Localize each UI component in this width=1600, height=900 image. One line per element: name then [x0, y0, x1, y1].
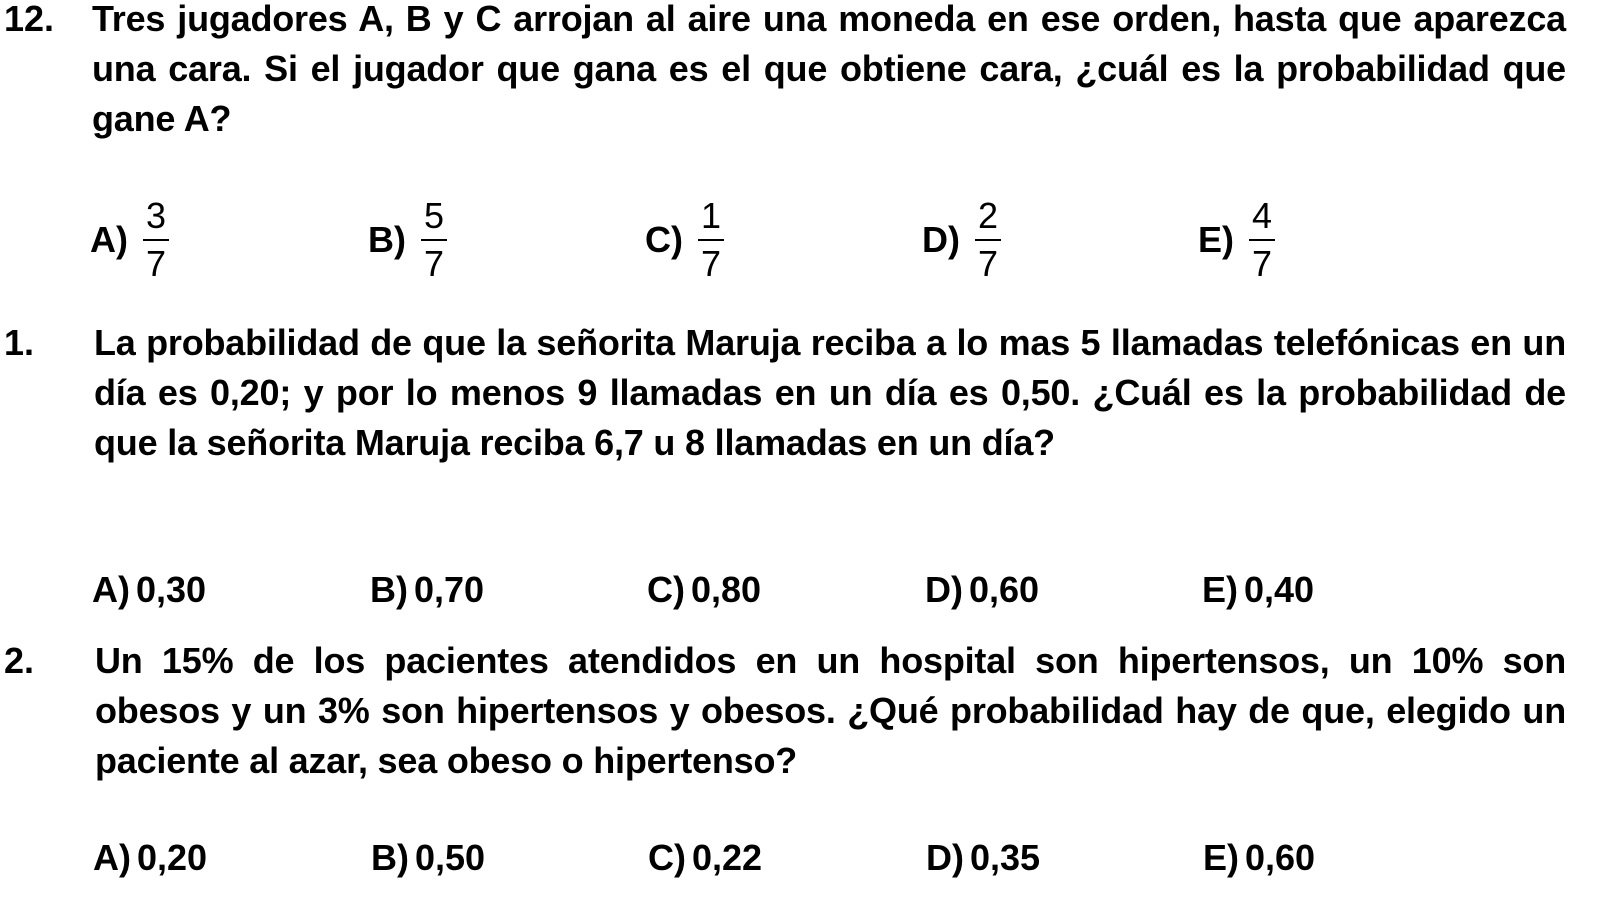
fraction-denominator: 7	[146, 243, 167, 284]
option-b[interactable]	[371, 838, 485, 878]
fraction-numerator: 5	[424, 195, 445, 236]
fraction-denominator: 7	[424, 243, 445, 284]
option-b[interactable]	[368, 196, 448, 284]
option-value: 0,40	[1244, 569, 1315, 610]
option-value: 0,70	[414, 569, 485, 610]
question-number: 1.	[4, 322, 35, 363]
option-letter: C)	[647, 569, 685, 610]
option-letter: A)	[90, 219, 128, 260]
fraction	[974, 196, 1002, 284]
fraction-numerator: 1	[701, 195, 722, 236]
option-d[interactable]	[925, 570, 1039, 610]
option-e[interactable]	[1202, 570, 1314, 610]
option-e[interactable]	[1198, 196, 1276, 284]
option-letter: E)	[1198, 219, 1234, 260]
option-value: 0,60	[1245, 837, 1316, 878]
option-value: 0,80	[691, 569, 762, 610]
option-e[interactable]	[1203, 838, 1315, 878]
fraction-bar	[421, 239, 447, 241]
fraction	[697, 196, 725, 284]
option-letter: A)	[92, 569, 130, 610]
question-number: 2.	[4, 640, 35, 681]
option-c[interactable]	[647, 570, 761, 610]
option-letter: C)	[648, 837, 686, 878]
option-c[interactable]	[645, 196, 725, 284]
fraction-denominator: 7	[1252, 243, 1273, 284]
fraction-bar	[143, 239, 169, 241]
question-number: 12.	[4, 0, 55, 39]
option-letter: B)	[370, 569, 408, 610]
fraction-numerator: 4	[1252, 195, 1273, 236]
option-letter: E)	[1202, 569, 1238, 610]
option-letter: B)	[368, 219, 406, 260]
option-value: 0,22	[692, 837, 763, 878]
fraction	[1248, 196, 1276, 284]
fraction-numerator: 2	[978, 195, 999, 236]
option-a[interactable]	[92, 570, 206, 610]
option-a[interactable]	[90, 196, 170, 284]
option-d[interactable]	[922, 196, 1002, 284]
option-b[interactable]	[370, 570, 484, 610]
option-value: 0,30	[136, 569, 207, 610]
option-letter: D)	[922, 219, 960, 260]
option-letter: D)	[926, 837, 964, 878]
option-value: 0,35	[970, 837, 1041, 878]
fraction	[420, 196, 448, 284]
option-letter: C)	[645, 219, 683, 260]
option-value: 0,20	[137, 837, 208, 878]
fraction-bar	[698, 239, 724, 241]
option-letter: D)	[925, 569, 963, 610]
option-a[interactable]	[93, 838, 207, 878]
question-text: La probabilidad de que la señorita Maruja reciba a lo mas 5 llamadas telefónicas en un día es 0,20; y por lo menos 9 llamadas en un día es 0,50. ¿Cuál es la probabilidad de que la señorita Maruja reciba 6,7 u 8 llamadas en un día?	[94, 322, 1566, 463]
option-letter: A)	[93, 837, 131, 878]
option-letter: E)	[1203, 837, 1239, 878]
fraction-bar	[975, 239, 1001, 241]
fraction-numerator: 3	[146, 195, 167, 236]
option-letter: B)	[371, 837, 409, 878]
question-text: Tres jugadores A, B y C arrojan al aire una moneda en ese orden, hasta que aparezca una cara. Si el jugador que gana es el que obtiene cara, ¿cuál es la probabilidad que gane A?	[92, 0, 1566, 139]
fraction-denominator: 7	[701, 243, 722, 284]
option-value: 0,50	[415, 837, 486, 878]
fraction-denominator: 7	[978, 243, 999, 284]
fraction-bar	[1249, 239, 1275, 241]
option-d[interactable]	[926, 838, 1040, 878]
question-text: Un 15% de los pacientes atendidos en un hospital son hipertensos, un 10% son obesos y un 3% son hipertensos y obesos. ¿Qué probabilidad hay de que, elegido un paciente al azar, sea obeso o hipertenso?	[95, 640, 1566, 781]
option-value: 0,60	[969, 569, 1040, 610]
option-c[interactable]	[648, 838, 762, 878]
fraction	[142, 196, 170, 284]
